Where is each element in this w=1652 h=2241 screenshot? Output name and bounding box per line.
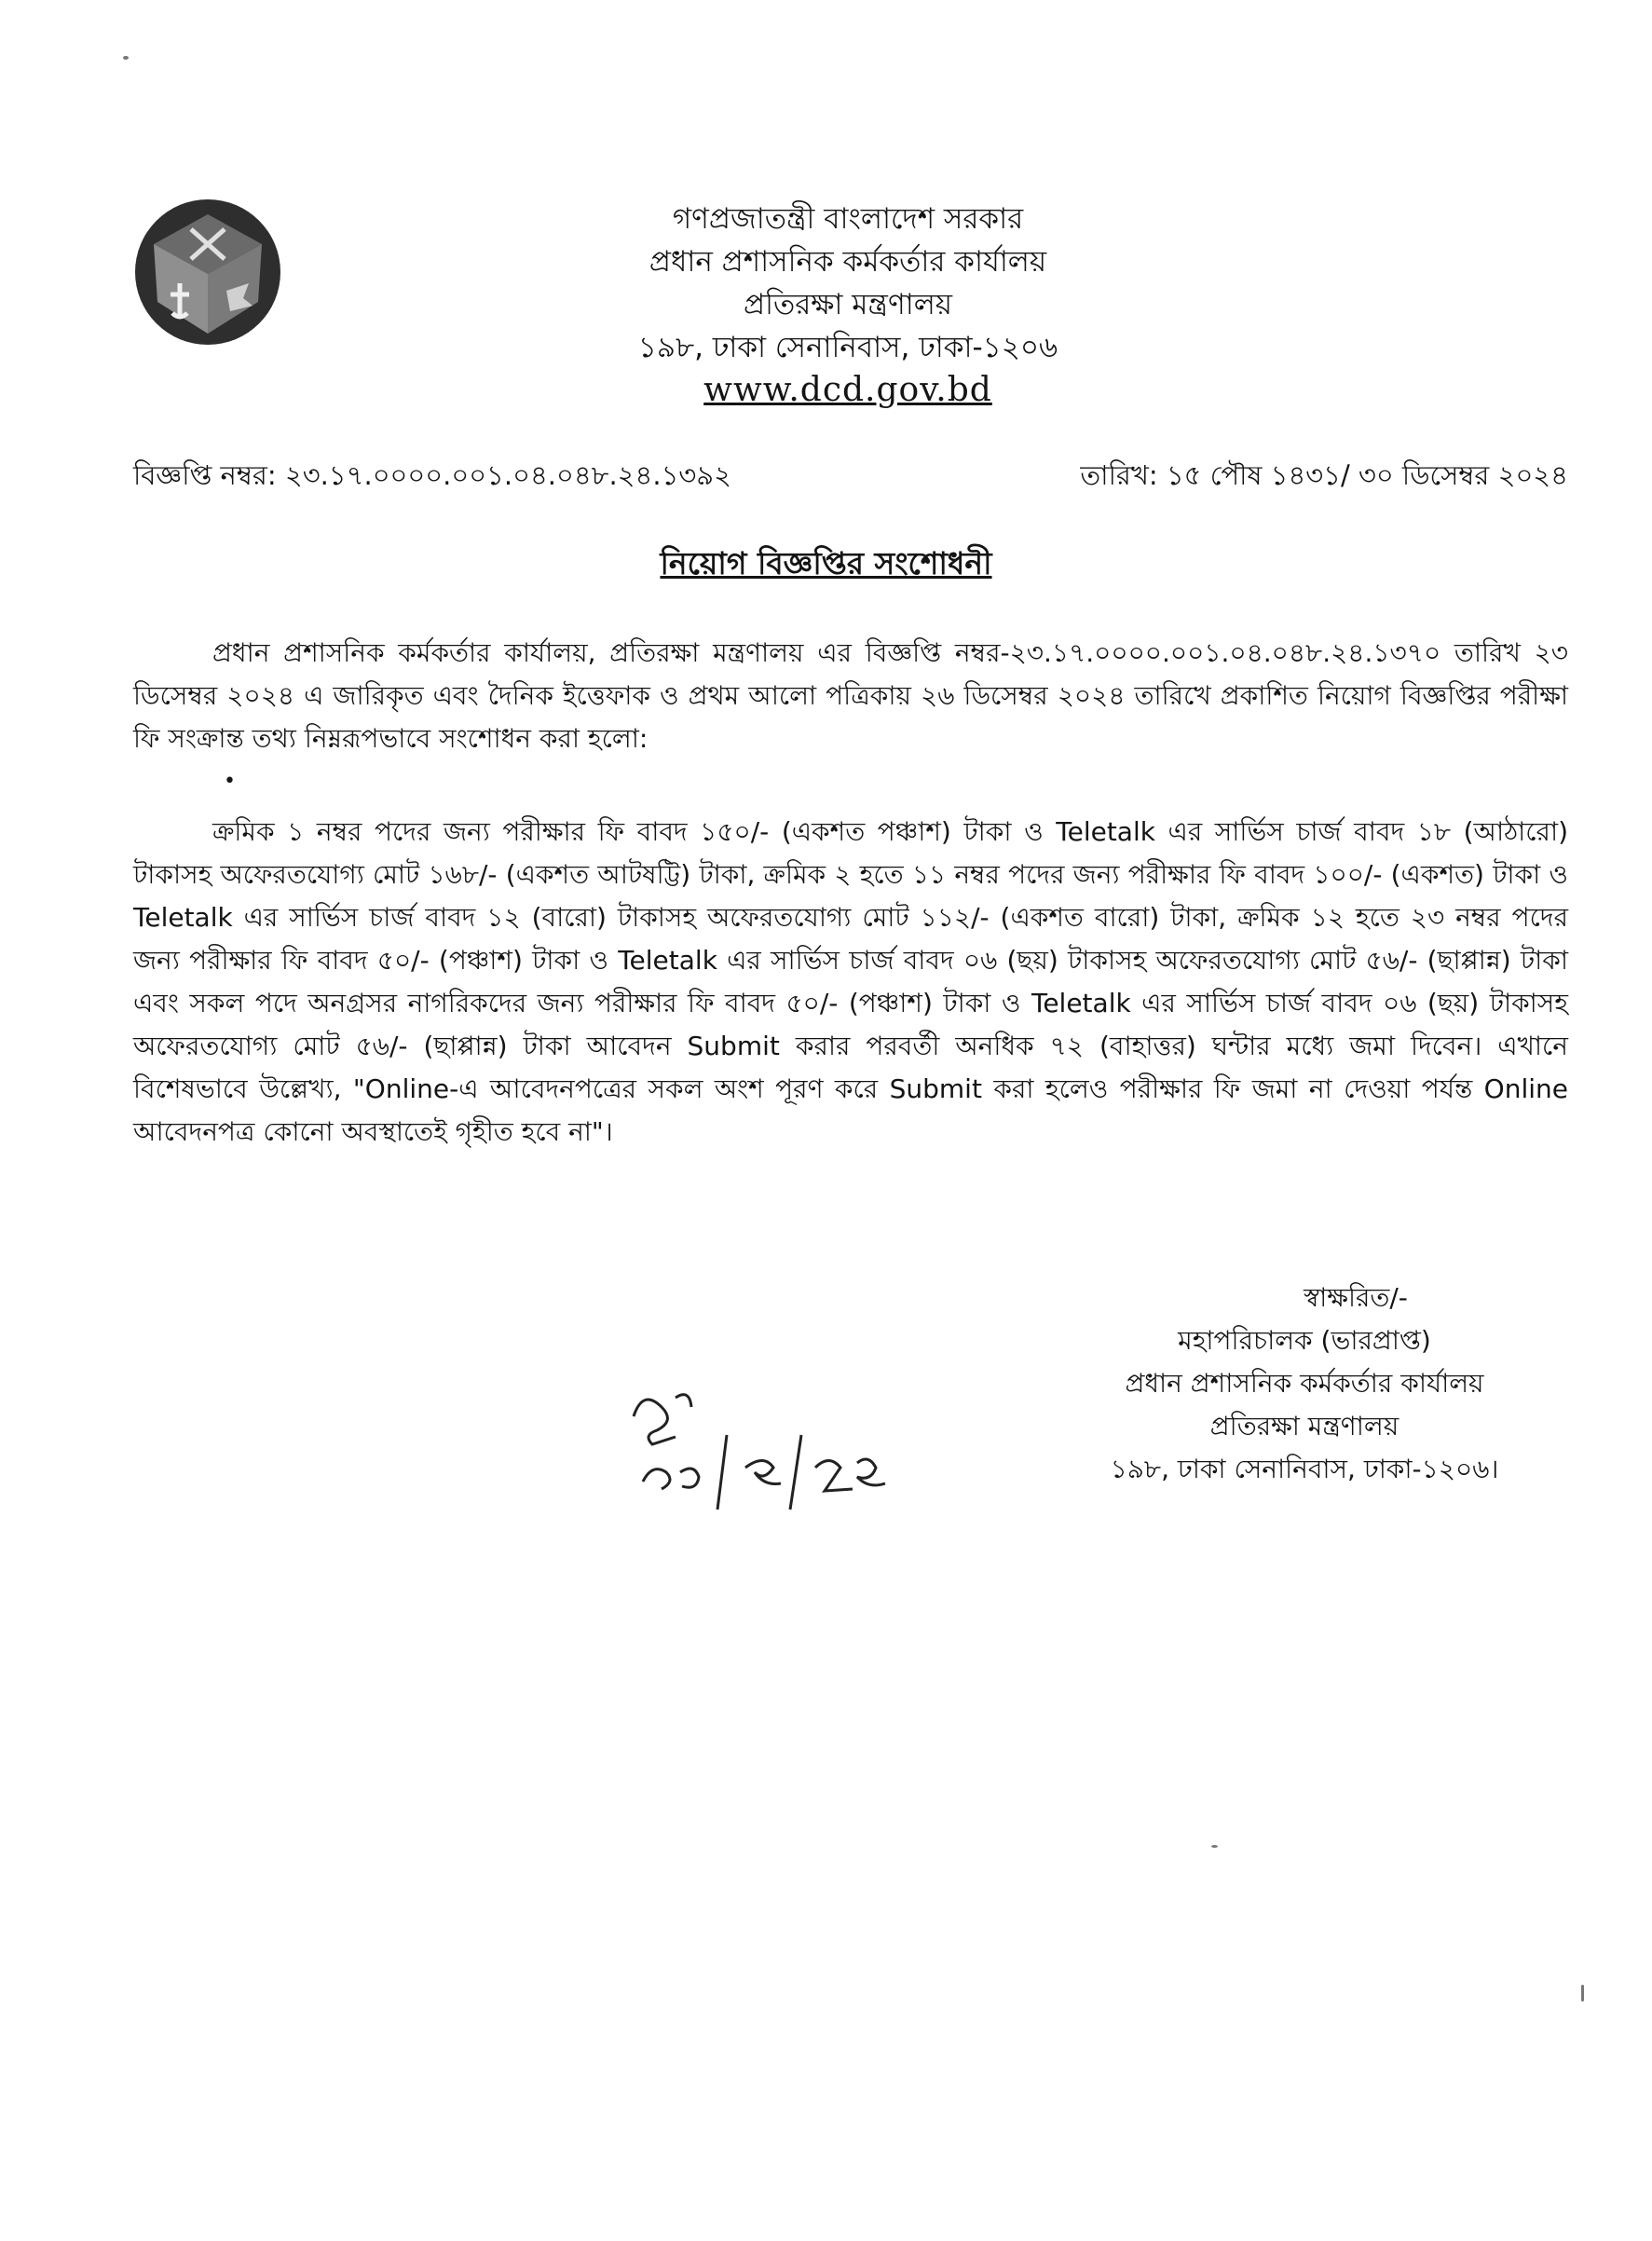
notice-subject [0,543,1652,584]
defence-emblem-logo [133,198,282,347]
scan-speck [1211,1845,1218,1848]
signature-block [1044,1277,1565,1491]
letterhead [522,198,1174,413]
signatory-office: প্রধান প্রশাসনিক কর্মকর্তার কার্যালয় [1125,1368,1484,1399]
signatory-title: মহাপরিচালক (ভারপ্রাপ্ত) [1178,1325,1431,1356]
subject-text: নিয়োগ বিজ্ঞপ্তির সংশোধনী [660,545,992,581]
signatory-address: ১৯৮, ঢাকা সেনানিবাস, ঢাকা-১২০৬। [1110,1454,1499,1484]
body-paragraph-fee-details: ক্রমিক ১ নম্বর পদের জন্য পরীক্ষার ফি বাবদ ১৫০/- (একশত পঞ্চাশ) টাকা ও Teletalk এর সার্ভিস চার্জ বাবদ ১৮ (আঠারো) টাকাসহ অফেরতযোগ্য মোট ১৬৮/- (একশত আটষট্টি) টাকা, ক্রমিক ২ হতে ১১ নম্বর পদের জন্য পরীক্ষার ফি বাবদ ১০০/- (একশত) টাকা ও Teletalk এর সার্ভিস চার্জ বাবদ ১২ (বারো) টাকাসহ অফেরতযোগ্য মোট ১১২/- (একশত বারো) টাকা, ক্রমিক ১২ হতে ২৩ নম্বর পদের জন্য পরীক্ষার ফি বাবদ ৫০/- (পঞ্চাশ) টাকা ও Teletalk এর সার্ভিস চার্জ বাবদ ০৬ (ছয়) টাকাসহ অফেরতযোগ্য মোট ৫৬/- (ছাপ্পান্ন) টাকা এবং সকল পদে অনগ্রসর নাগরিকদের জন্য পরীক্ষার ফি বাবদ ৫০/- (পঞ্চাশ) টাকা ও Teletalk এর সার্ভিস চার্জ বাবদ ০৬ (ছয়) টাকাসহ অফেরতযোগ্য মোট ৫৬/- (ছাপ্পান্ন) টাকা আবেদন Submit করার পরবর্তী অনধিক ৭২ (বাহাত্তর) ঘন্টার মধ্যে জমা দিবেন। এখানে বিশেষভাবে উল্লেখ্য, "Online-এ আবেদনপত্রের সকল অংশ পূরণ করে Submit করা হলেও পরীক্ষার ফি জমা না দেওয়া পর্যন্ত Online আবেদনপত্র কোনো অবস্থাতেই গৃহীত হবে না"। [133,816,1568,1147]
office-address: ১৯৮, ঢাকা সেনানিবাস, ঢাকা-১২০৬ [637,331,1058,364]
signed-label: স্বাক্ষরিত/- [1304,1282,1408,1313]
scan-speck [123,56,129,60]
website-link[interactable]: www.dcd.gov.bd [703,371,992,409]
scan-speck [1581,1985,1584,2002]
office-name: প্রধান প্রশাসনিক কর্মকর্তার কার্যালয় [649,245,1047,279]
government-name: গণপ্রজাতন্ত্রী বাংলাদেশ সরকার [672,202,1024,236]
handwritten-initial-signature [624,1379,941,1519]
signatory-ministry: প্রতিরক্ষা মন্ত্রণালয় [1209,1411,1399,1442]
notice-date: তারিখ: ১৫ পৌষ ১৪৩১/ ৩০ ডিসেম্বর ২০২৪ [1080,459,1568,491]
body-paragraph-intro: প্রধান প্রশাসনিক কর্মকর্তার কার্যালয়, প্রতিরক্ষা মন্ত্রণালয় এর বিজ্ঞপ্তি নম্বর-২৩.১৭.০০০০.০০১.০৪.০৪৮.২৪.১৩৭০ তারিখ ২৩ ডিসেম্বর ২০২৪ এ জারিকৃত এবং দৈনিক ইত্তেফাক ও প্রথম আলো পত্রিকায় ২৬ ডিসেম্বর ২০২৪ তারিখে প্রকাশিত নিয়োগ বিজ্ঞপ্তির পরীক্ষা ফি সংক্রান্ত তথ্য নিম্নরূপভাবে সংশোধন করা হলো: [133,637,1568,754]
bullet-marker: • [224,770,236,793]
notice-number: বিজ্ঞপ্তি নম্বর: ২৩.১৭.০০০০.০০১.০৪.০৪৮.২৪.১৩৯২ [133,459,731,491]
ministry-name: প্রতিরক্ষা মন্ত্রণালয় [743,288,953,321]
